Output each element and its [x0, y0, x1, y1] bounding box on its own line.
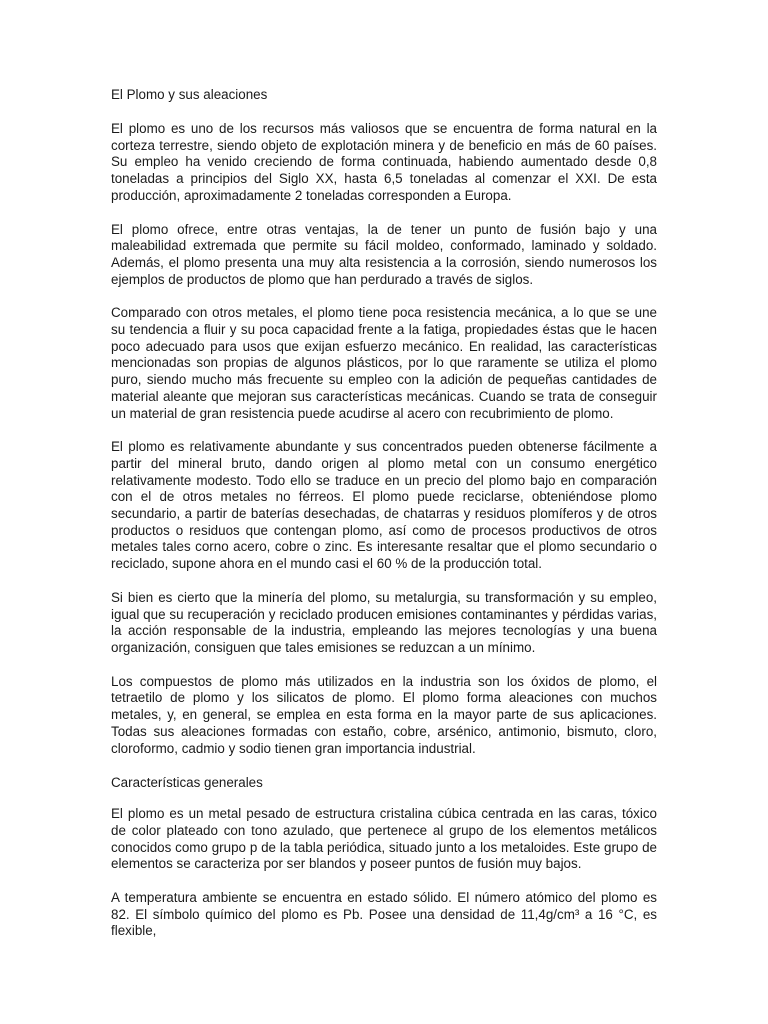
paragraph-emissions: Si bien es cierto que la minería del plomo, su metalurgia, su transformación y su empleo, igual que su recuperación y reciclado producen emisiones contaminantes y pérdidas varias, la acción responsable de la industria, empleando las mejores tecnologías y una buena organización, consiguen que tales emisiones se reduzcan a un mínimo.: [111, 589, 657, 655]
paragraph-intro: El plomo es uno de los recursos más valiosos que se encuentra de forma natural en la corteza terrestre, siendo objeto de explotación minera y de beneficio en más de 60 países. Su empleo ha venido creciendo de forma continuada, habiendo aumentado desde 0,8 toneladas a principios del Siglo XX, hasta 6,5 toneladas al comenzar el XXI. De esta producción, aproximadamente 2 toneladas corresponden a Europa.: [111, 121, 657, 203]
document-title: El Plomo y sus aleaciones: [111, 87, 268, 102]
paragraph-structure: El plomo es un metal pesado de estructura cristalina cúbica centrada en las caras, tóxico de color plateado con tono azulado, que pertenece al grupo de los elementos metálicos conocidos como grupo p de la tabla periódica, situado junto a los metaloides. Este grupo de elementos se caracteriza por ser blandos y poseer puntos de fusión muy bajos.: [111, 806, 657, 872]
paragraph-abundance: El plomo es relativamente abundante y sus concentrados pueden obtenerse fácilmente a partir del mineral bruto, dando origen al plomo metal con un consumo energético relativamente modesto. Todo ello se traduce en un precio del plomo bajo en comparación con el de otros metales no férreos. El plomo puede reciclarse, obteniéndose plomo secundario, a partir de baterías desechadas, de chatarras y residuos plomíferos y de otros productos o residuos que contengan plomo, así como de procesos productivos de otros metales tales corno acero, cobre o zinc. Es interesante resaltar que el plomo secundario o reciclado, supone ahora en el mundo casi el 60 % de la producción total.: [111, 439, 657, 572]
paragraph-properties: A temperatura ambiente se encuentra en estado sólido. El número atómico del plomo es 82. El símbolo químico del plomo es Pb. Posee una densidad de 11,4g/cm³ a 16 °C, es flexible,: [111, 890, 657, 939]
paragraph-compounds: Los compuestos de plomo más utilizados en la industria son los óxidos de plomo, el tetraetilo de plomo y los silicatos de plomo. El plomo forma aleaciones con muchos metales, y, en general, se emplea en esta forma en la mayor parte de sus aplicaciones. Todas sus aleaciones formadas con estaño, cobre, arsénico, antimonio, bismuto, cloro, cloroformo, cadmio y sodio tienen gran importancia industrial.: [111, 673, 657, 756]
paragraph-advantages: El plomo ofrece, entre otras ventajas, la de tener un punto de fusión bajo y una maleabilidad extremada que permite su fácil moldeo, conformado, laminado y soldado. Además, el plomo presenta una muy alta resistencia a la corrosión, siendo numerosos los ejemplos de productos de plomo que han perdurado a través de siglos.: [111, 221, 657, 287]
paragraph-mechanical: Comparado con otros metales, el plomo tiene poca resistencia mecánica, a lo que se une su tendencia a fluir y su poca capacidad frente a la fatiga, propiedades éstas que le hacen poco adecuado para usos que exijan esfuerzo mecánico. En realidad, las características mencionadas son propias de algunos plásticos, por lo que raramente se utiliza el plomo puro, siendo mucho más frecuente su empleo con la adición de pequeñas cantidades de material aleante que mejoran sus características mecánicas. Cuando se trata de conseguir un material de gran resistencia puede acudirse al acero con recubrimiento de plomo.: [111, 305, 657, 421]
section-title: Características generales: [111, 775, 263, 791]
